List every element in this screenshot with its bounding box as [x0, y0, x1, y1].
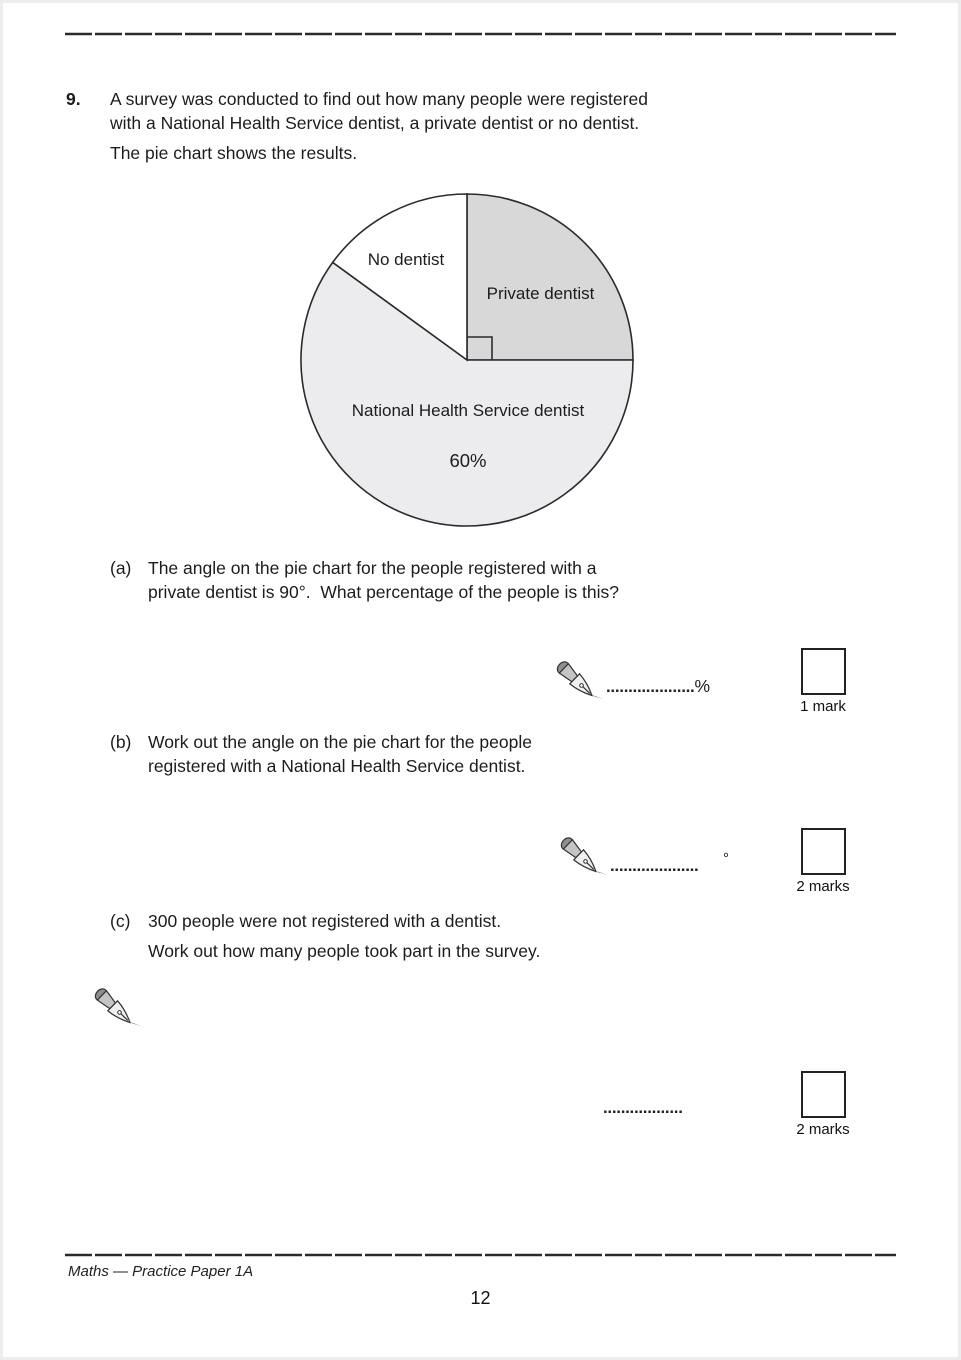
footer-title: Maths — Practice Paper 1A — [68, 1263, 254, 1280]
part-c-label: (c) — [110, 911, 131, 931]
top-rule — [65, 30, 896, 38]
question-intro-line1: A survey was conducted to find out how many people were registered — [110, 89, 648, 109]
part-b-answer-line — [610, 856, 698, 876]
page-number: 12 — [470, 1288, 491, 1308]
pen-icon — [556, 832, 616, 892]
mark-label-b: 2 marks — [796, 878, 850, 895]
footer-rule — [65, 1251, 896, 1259]
part-a-line1: The angle on the pie chart for the people registered with a — [148, 558, 597, 578]
part-c-line2: Work out how many people took part in the survey. — [148, 941, 541, 961]
part-a-line2: private dentist is 90°. What percentage of the people is this? — [148, 582, 620, 602]
mark-box-a — [801, 648, 846, 695]
mark-label-c: 2 marks — [796, 1121, 850, 1138]
pie-label-nhs-dentist: National Health Service dentist — [351, 401, 585, 420]
part-c-line1: 300 people were not registered with a dentist. — [148, 911, 502, 931]
answer-dots-b: .................... — [610, 856, 699, 875]
answer-dots-c: .................. — [603, 1098, 683, 1117]
part-c-answer-line — [603, 1098, 683, 1118]
part-a-label: (a) — [110, 558, 132, 578]
pie-label-no-dentist: No dentist — [367, 250, 445, 269]
question-number: 9. — [66, 89, 81, 109]
question-intro-line3: The pie chart shows the results. — [110, 143, 358, 163]
pie-chart — [280, 180, 655, 540]
pen-icon — [552, 656, 612, 716]
question-intro-line2: with a National Health Service dentist, a private dentist or no dentist. — [110, 113, 640, 133]
part-b-line2: registered with a National Health Service dentist. — [148, 756, 526, 776]
mark-box-c — [801, 1071, 846, 1118]
answer-dots-a: .................... — [606, 677, 695, 696]
mark-box-b — [801, 828, 846, 875]
pie-value-nhs-percent: 60% — [449, 450, 487, 471]
answer-unit-a: % — [694, 676, 711, 696]
pen-icon — [90, 983, 150, 1043]
part-b-line1: Work out the angle on the pie chart for the people — [148, 732, 532, 752]
part-b-label: (b) — [110, 732, 132, 752]
answer-unit-b: ° — [723, 850, 729, 867]
part-a-answer-line — [606, 674, 710, 698]
pie-label-private-dentist: Private dentist — [486, 284, 595, 303]
mark-label-a: 1 mark — [800, 698, 846, 715]
pie-slice-private-dentist — [467, 194, 633, 360]
